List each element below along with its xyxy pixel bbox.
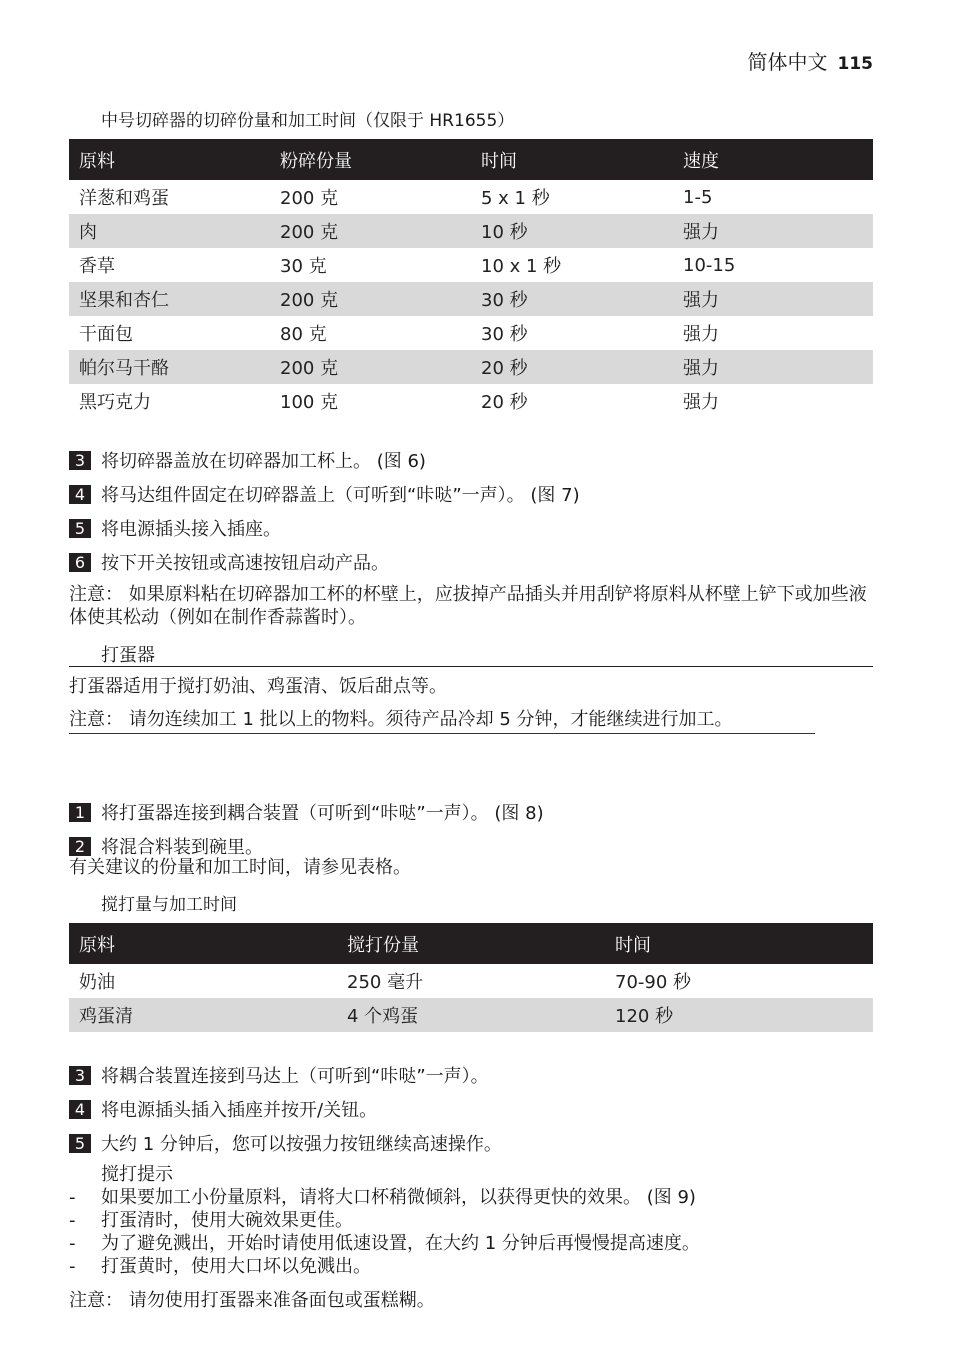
table-row	[69, 964, 873, 998]
whisk-note: 注意： 请勿连续加工 1 批以上的物料。须待产品冷却 5 分钟，才能继续进行加工。	[69, 708, 815, 734]
chopper-table-title: 中号切碎器的切碎份量和加工时间（仅限于 HR1655）	[101, 111, 515, 131]
step-text: 将电源插头插入插座并按开/关钮。	[101, 1100, 378, 1121]
table-cell: 黑巧克力	[79, 392, 151, 413]
table-row	[69, 316, 873, 350]
list-bullet: -	[69, 1256, 76, 1277]
table-row	[69, 214, 873, 248]
tip-text: 如果要加工小份量原料，请将大口杯稍微倾斜，以获得更快的效果。 (图 9)	[101, 1187, 696, 1208]
table-cell: 4 个鸡蛋	[337, 998, 605, 1032]
table-cell: 80 克	[280, 324, 327, 345]
table-cell: 10-15	[683, 254, 736, 276]
step-number-badge: 3	[69, 1066, 91, 1085]
language-label: 简体中文	[747, 50, 828, 74]
step-text: 将切碎器盖放在切碎器加工杯上。 (图 6)	[101, 451, 426, 472]
table-cell: 肉	[69, 214, 270, 248]
table-cell: 帕尔马干酪	[69, 350, 270, 384]
table-cell: 200 克	[280, 188, 339, 209]
table-cell: 20 秒	[481, 392, 528, 413]
table-row	[69, 384, 873, 418]
table-row	[69, 998, 873, 1032]
page-number: 115	[837, 54, 873, 74]
column-header: 时间	[605, 923, 873, 964]
whisk-heading: 打蛋器	[101, 645, 155, 666]
table-cell: 鸡蛋清	[69, 998, 337, 1032]
table-cell: 250 毫升	[347, 972, 424, 993]
column-header: 时间	[471, 139, 673, 180]
step-item	[69, 447, 426, 473]
list-bullet: -	[69, 1187, 76, 1208]
table-row	[69, 282, 873, 316]
table-cell: 100 克	[280, 392, 339, 413]
list-bullet: -	[69, 1210, 76, 1231]
step-item	[69, 481, 580, 507]
table-row	[69, 350, 873, 384]
table-cell: 200 克	[270, 282, 471, 316]
step-text: 将打蛋器连接到耦合装置（可听到“咔哒”一声）。 (图 8)	[101, 803, 544, 824]
final-note: 注意： 请勿使用打蛋器来准备面包或蛋糕糊。	[69, 1290, 435, 1311]
table-cell: 洋葱和鸡蛋	[79, 188, 169, 209]
table-cell: 10 x 1 秒	[481, 256, 562, 277]
table-cell: 坚果和杏仁	[69, 282, 270, 316]
step-item	[69, 1096, 377, 1122]
table-cell: 120 秒	[605, 998, 873, 1032]
step-item	[69, 515, 281, 541]
step-number-badge: 5	[69, 519, 91, 538]
table-cell: 奶油	[79, 972, 115, 993]
table-header-row	[69, 923, 873, 964]
whisk-reference: 有关建议的份量和加工时间，请参见表格。	[69, 857, 411, 878]
table-row	[69, 248, 873, 282]
list-item	[69, 1209, 875, 1232]
list-item	[69, 1232, 875, 1255]
whisk-description: 打蛋器适用于搅打奶油、鸡蛋清、饭后甜点等。	[69, 676, 447, 697]
column-header: 速度	[673, 139, 873, 180]
tips-title: 搅打提示	[101, 1164, 173, 1185]
whisk-table	[69, 923, 873, 1032]
table-cell: 70-90 秒	[615, 972, 692, 993]
step-number-badge: 1	[69, 803, 91, 822]
table-cell: 30 克	[280, 256, 327, 277]
table-cell: 30 秒	[471, 282, 673, 316]
table-cell: 10 秒	[471, 214, 673, 248]
chopper-note: 注意： 如果原料粘在切碎器加工杯的杯壁上，应拔掉产品插头并用刮铲将原料从杯壁上铲下或加些液体使其松动（例如在制作香蒜酱时）。	[69, 584, 867, 628]
table-cell: 强力	[683, 392, 719, 413]
list-item	[69, 1255, 875, 1278]
list-item	[69, 1186, 875, 1209]
whisk-table-title: 搅打量与加工时间	[101, 895, 237, 915]
table-cell: 200 克	[270, 350, 471, 384]
step-text: 将耦合装置连接到马达上（可听到“咔哒”一声）。	[101, 1066, 489, 1087]
table-cell: 强力	[683, 324, 719, 345]
step-text: 将混合料装到碗里。	[101, 837, 263, 858]
column-header: 原料	[69, 923, 337, 964]
table-cell: 1-5	[683, 186, 713, 208]
step-number-badge: 6	[69, 553, 91, 572]
table-cell: 香草	[79, 256, 115, 277]
step-text: 按下开关按钮或高速按钮启动产品。	[101, 553, 389, 574]
step-number-badge: 3	[69, 451, 91, 470]
table-row	[69, 180, 873, 214]
table-cell: 30 秒	[481, 324, 528, 345]
section-divider	[69, 666, 873, 667]
tip-text: 为了避免溅出，开始时请使用低速设置，在大约 1 分钟后再慢慢提高速度。	[101, 1233, 700, 1254]
table-cell: 干面包	[79, 324, 133, 345]
table-cell: 强力	[673, 350, 873, 384]
step-number-badge: 4	[69, 485, 91, 504]
step-item	[69, 549, 389, 575]
table-header-row	[69, 139, 873, 180]
step-item	[69, 1130, 502, 1156]
table-cell: 200 克	[270, 214, 471, 248]
tips-list	[69, 1186, 875, 1278]
step-number-badge: 4	[69, 1100, 91, 1119]
table-cell: 强力	[673, 214, 873, 248]
chopper-table	[69, 139, 873, 418]
column-header: 原料	[69, 139, 270, 180]
tip-text: 打蛋清时，使用大碗效果更佳。	[101, 1210, 353, 1231]
page-header	[748, 46, 874, 75]
tip-text: 打蛋黄时，使用大口坏以免溅出。	[101, 1256, 371, 1277]
step-text: 将马达组件固定在切碎器盖上（可听到“咔哒”一声）。 (图 7)	[101, 485, 580, 506]
list-bullet: -	[69, 1233, 76, 1254]
step-text: 将电源插头接入插座。	[101, 519, 281, 540]
step-number-badge: 5	[69, 1134, 91, 1153]
table-cell: 强力	[673, 282, 873, 316]
table-cell: 5 x 1 秒	[481, 188, 550, 209]
step-item	[69, 1062, 489, 1088]
table-cell: 20 秒	[471, 350, 673, 384]
step-number-badge: 2	[69, 837, 91, 856]
column-header: 粉碎份量	[270, 139, 471, 180]
step-text: 大约 1 分钟后，您可以按强力按钮继续高速操作。	[101, 1134, 502, 1155]
step-item	[69, 799, 544, 825]
column-header: 搅打份量	[337, 923, 605, 964]
